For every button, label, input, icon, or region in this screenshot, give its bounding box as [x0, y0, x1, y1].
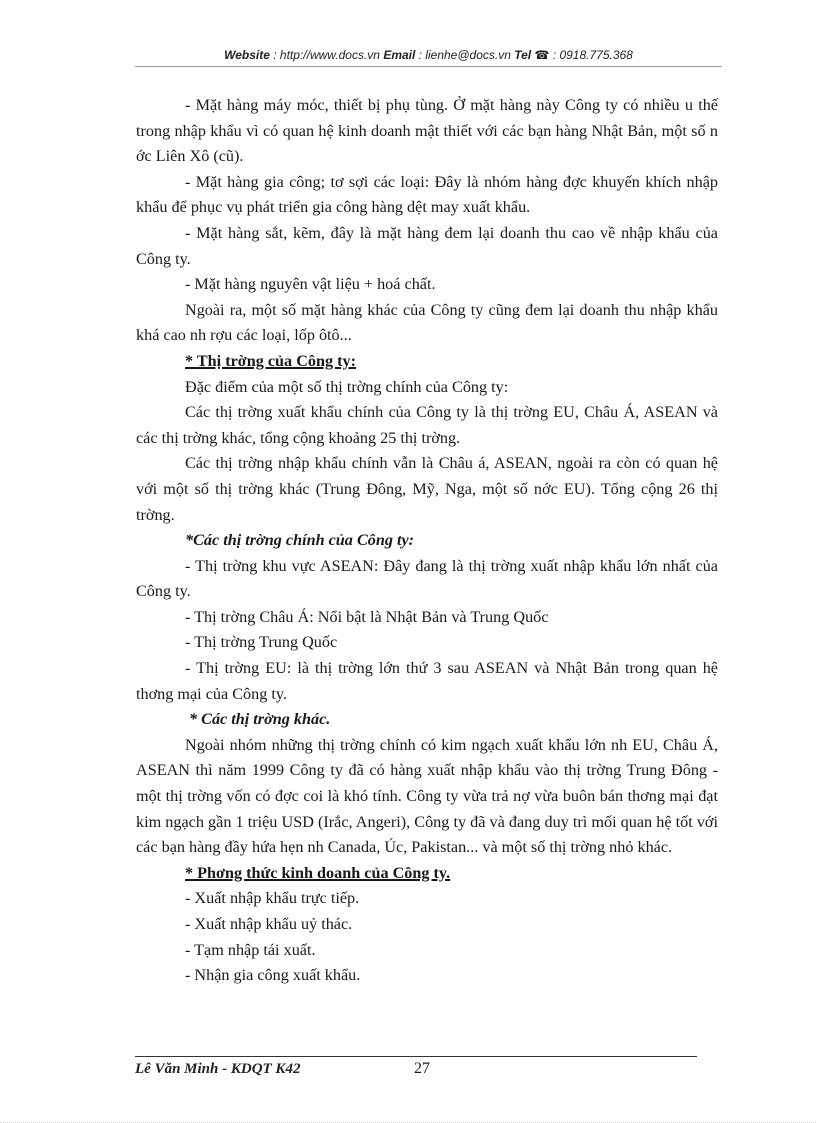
tel-label: Tel: [514, 48, 532, 62]
email-label: Email: [383, 48, 416, 62]
paragraph: Ngoài nhóm những thị trờng chính có kim ngạch xuất khẩu lớn nh EU, Châu Á, ASEAN thì năm 1999 Công ty đã có hàng xuất nhập khẩu vào thị trờng Trung Đông - một thị trờng vốn có đợc coi là khó tính. Công ty vừa trả nợ vừa buôn bán thơng mại đạt kim ngạch gần 1 triệu USD (Irắc, Angeri), Công ty đã và đang duy trì mối quan hệ tốt với các bạn hàng đầy hứa hẹn nh Canada, Úc, Pakistan... và một số thị trờng nhỏ khác.: [136, 735, 718, 857]
list-item: - Xuất nhập khẩu trực tiếp.: [185, 889, 360, 908]
section-heading-other-markets: * Các thị trờng khác.: [189, 710, 331, 729]
paragraph: - Mặt hàng sắt, kẽm, đây là mặt hàng đem lại doanh thu cao về nhập khẩu của Công ty.: [136, 223, 718, 268]
paragraph: - Mặt hàng gia công; tơ sợi các loại: Đây là nhóm hàng đợc khuyến khích nhập khẩu để phục vụ phát triển gia công hàng dệt may xuất khẩu.: [136, 172, 718, 217]
paragraph: Ngoài ra, một số mặt hàng khác của Công ty cũng đem lại doanh thu nhập khẩu khá cao nh rợu các loại, lốp ôtô...: [136, 300, 718, 345]
email-value: : lienhe@docs.vn: [415, 48, 515, 62]
document-body: [136, 93, 718, 989]
header-divider: [135, 66, 722, 67]
list-item: - Thị trờng Trung Quốc: [185, 633, 338, 652]
list-item: - Xuất nhập khẩu uỷ thác.: [185, 915, 353, 933]
list-item: - Tạm nhập tái xuất.: [185, 940, 316, 959]
page-header: [135, 48, 722, 62]
website-label: Website: [224, 48, 270, 62]
list-item: - Thị trờng EU: là thị trờng lớn thứ 3 sau ASEAN và Nhật Bản trong quan hệ thơng mại của Công ty.: [136, 659, 718, 703]
paragraph: - Mặt hàng nguyên vật liệu + hoá chất.: [185, 275, 436, 294]
section-heading-business-methods: * Phơng thức kinh doanh của Công ty.: [185, 863, 451, 882]
paragraph: Các thị trờng xuất khẩu chính của Công ty là thị trờng EU, Châu Á, ASEAN và các thị trờng khác, tổng cộng khoảng 25 thị trờng.: [136, 403, 718, 447]
list-item: - Thị trờng khu vực ASEAN: Đây đang là thị trờng xuất nhập khẩu lớn nhất của Công ty.: [136, 556, 718, 601]
paragraph: Các thị trờng nhập khẩu chính vẫn là Châu á, ASEAN, ngoài ra còn có quan hệ với một số thị trờng khác (Trung Đông, Mỹ, Nga, một số nớc EU). Tổng cộng 26 thị trờng.: [136, 454, 718, 524]
section-heading-market: * Thị trờng của Công ty:: [185, 351, 357, 370]
footer-author: Lê Văn Minh - KDQT K42: [135, 1061, 301, 1077]
section-heading-main-markets: *Các thị trờng chính của Công ty:: [185, 531, 415, 550]
page-number: 27: [414, 1060, 430, 1077]
paragraph: Đặc điểm của một số thị trờng chính của Công ty:: [185, 377, 509, 396]
list-item: - Thị trờng Châu Á: Nổi bật là Nhật Bản và Trung Quốc: [185, 607, 549, 626]
paragraph: - Mặt hàng máy móc, thiết bị phụ tùng. Ở mặt hàng này Công ty có nhiều u thế trong nhập khẩu vì có quan hệ kinh doanh mật thiết với các bạn hàng Nhật Bản, một số n ớc Liên Xô (cũ).: [136, 96, 718, 166]
tel-value: : 0918.775.368: [549, 48, 633, 62]
list-item: - Nhận gia công xuất khẩu.: [185, 966, 361, 985]
footer-divider: [135, 1056, 697, 1057]
phone-icon: ☎: [534, 48, 550, 62]
website-value: : http://www.docs.vn: [269, 48, 384, 62]
